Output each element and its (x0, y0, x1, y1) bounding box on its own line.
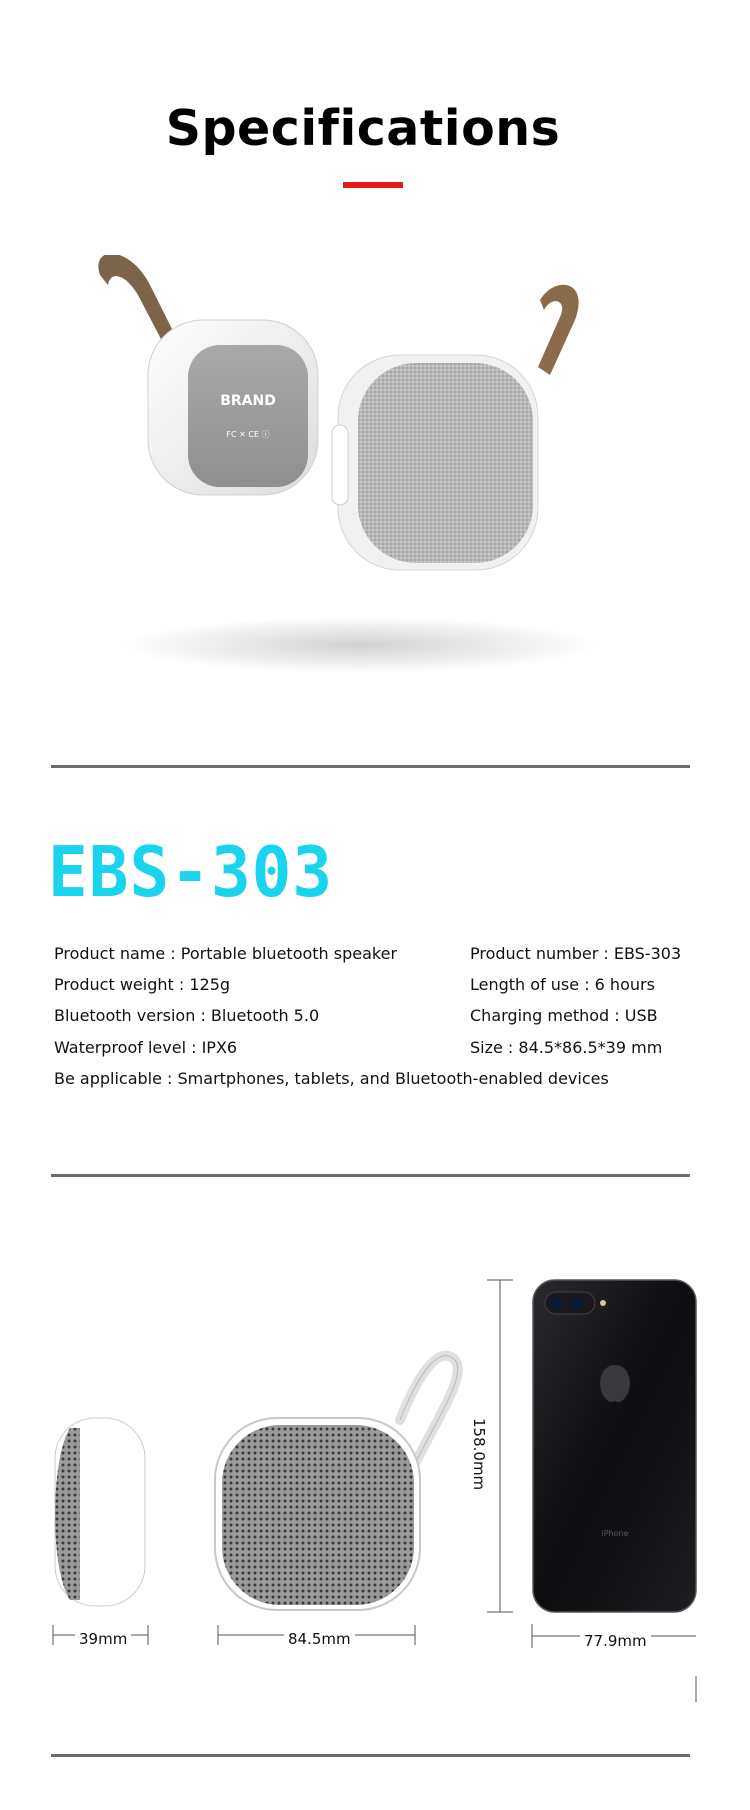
section-divider-3 (51, 1754, 690, 1757)
page-title: Specifications (165, 100, 561, 157)
spec-length-of-use: Length of use : 6 hours (470, 975, 655, 994)
spec-product-number: Product number : EBS-303 (470, 944, 682, 963)
speaker-side-view (55, 1418, 145, 1606)
spec-bluetooth-version: Bluetooth version : Bluetooth 5.0 (54, 1006, 320, 1025)
section-divider-2 (51, 1174, 690, 1177)
depth-label: 39mm (75, 1630, 131, 1648)
spec-charging-method: Charging method : USB (470, 1006, 658, 1025)
product-hero-image (70, 255, 670, 695)
phone-width-label: 77.9mm (580, 1632, 651, 1650)
model-name: EBS-303 (48, 832, 334, 913)
speaker-front-view (215, 1356, 458, 1610)
svg-text:FC ✕ CE ⓘ: FC ✕ CE ⓘ (226, 430, 270, 439)
title-underline (343, 182, 403, 188)
spec-applicable: Be applicable : Smartphones, tablets, and Bluetooth-enabled devices (54, 1069, 609, 1088)
phone-label: iPhone (601, 1529, 629, 1538)
phone-height-label: 158.0mm (470, 1418, 488, 1491)
brand-label: BRAND (220, 393, 276, 409)
spec-product-name: Product name : Portable bluetooth speaker (54, 944, 398, 963)
section-divider-1 (51, 765, 690, 768)
spec-product-weight: Product weight : 125g (54, 975, 231, 994)
phone-illustration (533, 1280, 696, 1612)
spec-waterproof-level: Waterproof level : IPX6 (54, 1038, 238, 1057)
width-label: 84.5mm (284, 1630, 355, 1648)
spec-size: Size : 84.5*86.5*39 mm (470, 1038, 663, 1057)
